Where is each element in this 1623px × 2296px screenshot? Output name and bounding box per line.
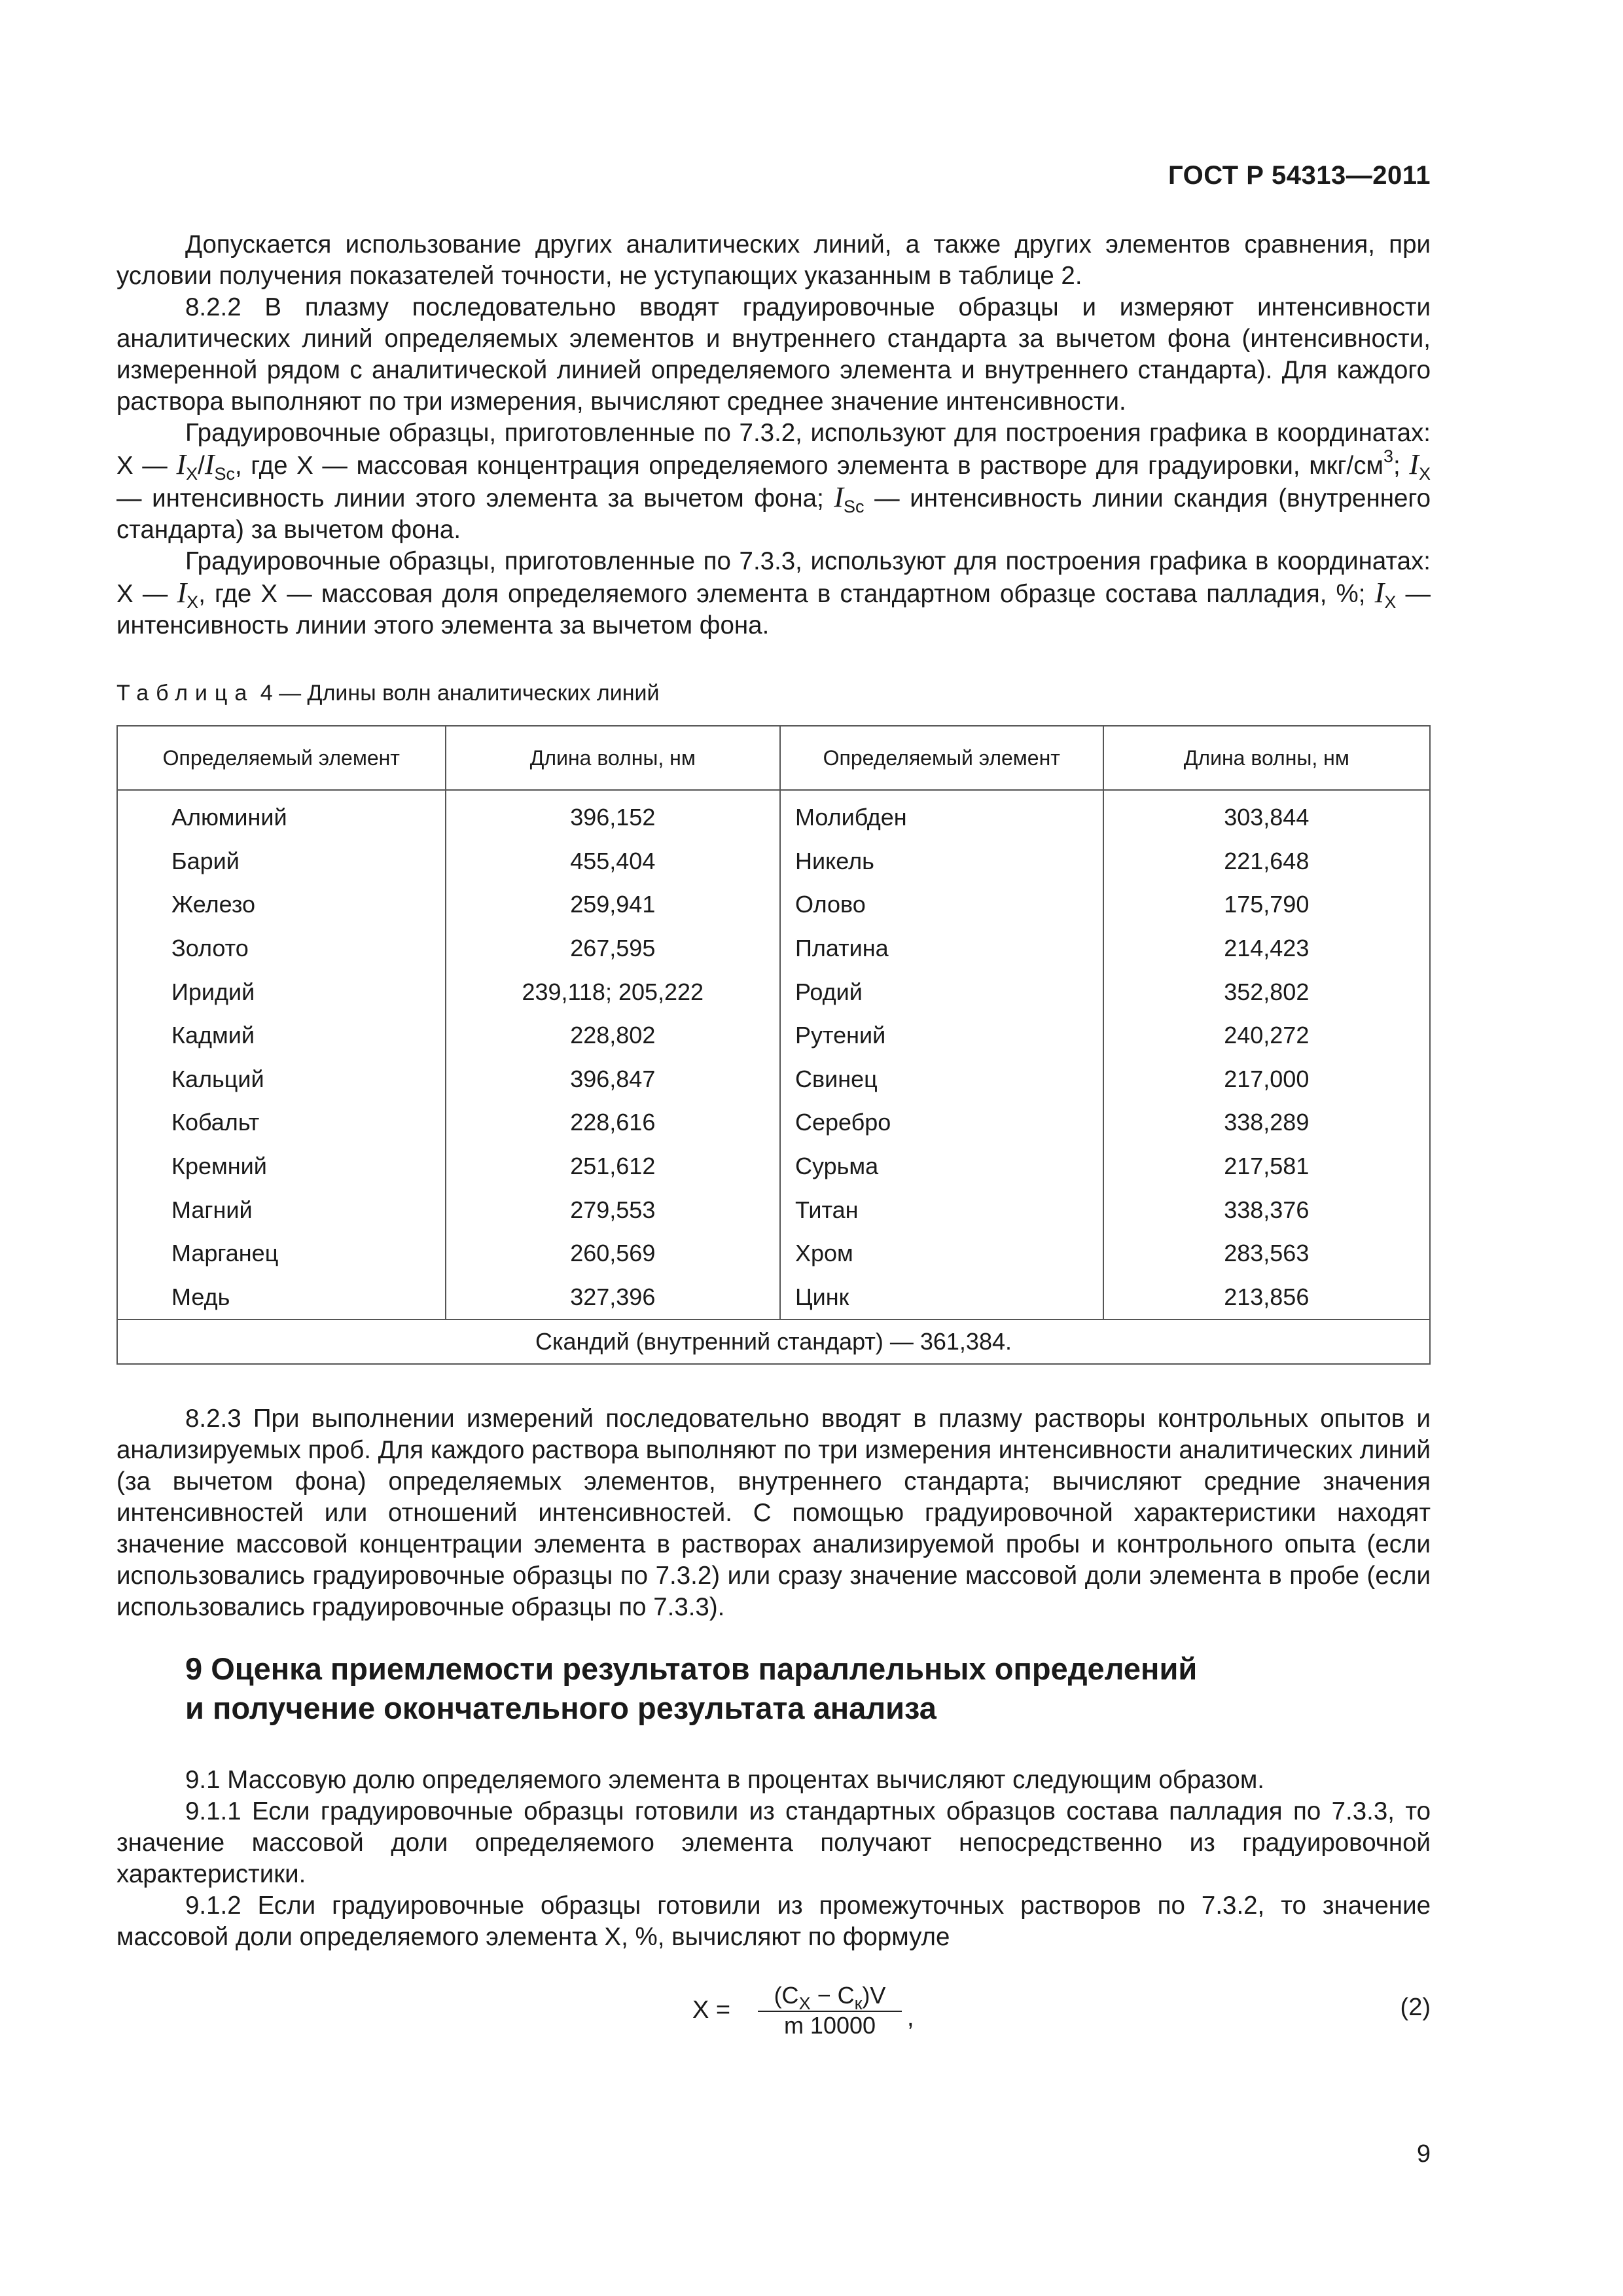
wavelength-cell: 338,376	[1103, 1188, 1430, 1232]
section-9-text	[116, 1765, 1431, 1953]
wavelength-cell: 327,396	[446, 1276, 780, 1320]
table-header-row	[117, 726, 1430, 790]
element-cell: Платина	[780, 927, 1103, 971]
element-cell: Кадмий	[117, 1014, 446, 1058]
formula-lhs: X =	[692, 1996, 731, 2024]
wavelength-cell: 228,802	[446, 1014, 780, 1058]
element-cell: Марганец	[117, 1232, 446, 1276]
section-9-heading: 9 Оценка приемлемости результатов параллельных определений и получение окончательного результата анализа	[185, 1651, 1198, 1725]
formula-numerator: $(C_X - C_к)V$	[758, 1982, 902, 2012]
paragraph-8-2-3: 8.2.3 При выполнении измерений последовательно вводят в плазму растворы контрольных опытов и анализируемых проб. Для каждого раствора выполняют по три измерения интенсивности аналитических линий (за вычетом фона) определяемых элементов, внутреннего стандарта; вычисляют средние значения интенсивностей или отношений интенсивностей. С помощью градуировочной характеристики находят значение массовой концентрации элемента в растворах анализируемой пробы и контрольного опыта (если использовались градуировочные образцы по 7.3.2) или сразу значение массовой доли элемента в пробе (если использовались градуировочные образцы по 7.3.3).	[116, 1405, 1431, 1621]
wavelength-cell: 352,802	[1103, 970, 1430, 1014]
element-cell: Алюминий	[117, 790, 446, 840]
element-cell: Сурьма	[780, 1145, 1103, 1189]
wavelength-cell: 267,595	[446, 927, 780, 971]
element-cell: Хром	[780, 1232, 1103, 1276]
wavelength-cell: 251,612	[446, 1145, 780, 1189]
paragraph: Допускается использование других аналитических линий, а также других элементов сравнения, при условии получения показателей точности, не уступающих указанным в таблице 2.	[116, 230, 1431, 290]
wavelength-cell: 240,272	[1103, 1014, 1430, 1058]
table-row	[117, 840, 1430, 884]
table-row	[117, 1014, 1430, 1058]
element-cell: Кальций	[117, 1058, 446, 1102]
wavelength-cell: 221,648	[1103, 840, 1430, 884]
wavelength-cell: 283,563	[1103, 1232, 1430, 1276]
document-page: ГОСТ Р 54313—2011 Допускается использование других аналитических линий, а также других элементов сравнения, при условии получения показателей точности, не уступающих указанным в таблице 2. 8.2.2 В плазму последовательно вводят градуировочные образцы и измеряют интенсивности аналитических линий определяемых элементов и внутреннего стандарта за вычетом фона (интенсивности, измеренной рядом с аналитической линией определяемого элемента и внутреннего стандарта). Для каждого раствора выполняют по три измерения, вычисляют среднее значение интенсивности. Градуировочные образцы, приготовленные по 7.3.2, используют для построения графика в координатах: X — $I_X/I_{Sc}$, где X — массовая концентрация определяемого элемента в растворе для градуировки, мкг/$см^3$; $I_X$ — интенсивность линии этого элемента за вычетом фона; $I_{Sc}$ — интенсивность линии скандия (внутреннего стандарта) за вычетом фона. Градуировочные образцы, приготовленные по 7.3.3, используют для построения графика в координатах: X — $I_X$, где X — массовая доля определяемого элемента в стандартном образце состава палладия, %; $I_X$ — интенсивность линии этого элемента за вычетом фона. Таблица 4 — Длины волн аналитических линий Определяемый элемент Длина волны, нм Определяемый элемент Длина волны, нм Алюминий 396,152 Молибден 303,844 Барий 455,404 Никель 221,648 Железо 259,941 Олово 175,790 Золото 267,595 Платина 214,423 Иридий 239,118; 205,222 Родий 352,802 Кадмий 228,802 Рутений 240,272 Кальций 396,847 Свинец 217,000 Кобальт 228,616 Серебро 338,289 Кремний 251,612 Сурьма 217,581 Магний 279,553 Титан 338,376 Марганец 260,569 Хром 283,563 Медь 327,396 Цинк 213,856 Скандий (внутренний стандарт) — 361,384. 8.2.3 При выполнении измерений последовательно вводят в плазму растворы контрольных опытов и анализируемых проб. Для каждого раствора выполняют по три измерения интенсивности аналитических линий (за вычетом фона) определяемых элементов, внутреннего стандарта; вычисляют средние значения интенсивностей или отношений интенсивностей. С помощью градуировочной характеристики находят значение массовой концентрации элемента в растворах анализируемой пробы и контрольного опыта (если использовались градуировочные образцы по 7.3.2) или сразу значение массовой доли элемента в пробе (если использовались градуировочные образцы по 7.3.3). 9 Оценка приемлемости результатов параллельных определений и получение окончательного результата анализа 9.1 Массовую долю определяемого элемента в процентах вычисляют следующим образом. 9.1.1 Если градуировочные образцы готовили из стандартных образцов состава палладия по 7.3.3, то значение массовой доли определяемого элемента получают непосредственно из градуировочной характеристики. 9.1.2 Если градуировочные образцы готовили из промежуточных растворов по 7.3.2, то значение массовой доли определяемого элемента X, %, вычисляют по формуле X = $(C_X - C_к)V$ m 10000 , (2) 9	[116, 161, 1431, 2168]
element-cell: Магний	[117, 1188, 446, 1232]
table-row	[117, 1188, 1430, 1232]
wavelength-cell: 213,856	[1103, 1276, 1430, 1320]
paragraph-8-2-2: 8.2.2 В плазму последовательно вводят градуировочные образцы и измеряют интенсивности аналитических линий определяемых элементов и внутреннего стандарта за вычетом фона (интенсивности, измеренной рядом с аналитической линией определяемого элемента и внутреннего стандарта). Для каждого раствора выполняют по три измерения, вычисляют среднее значение интенсивности.	[116, 293, 1431, 416]
formula-number: (2)	[1400, 1994, 1431, 2021]
table-row	[117, 1101, 1430, 1145]
wavelength-cell: 455,404	[446, 840, 780, 884]
paragraph-7-3-3-coords: Градуировочные образцы, приготовленные по 7.3.3, используют для построения графика в координатах: X — $I_X$, где X — массовая доля определяемого элемента в стандартном образце состава палладия, %; $I_X$ — интенсивность линии этого элемента за вычетом фона.	[116, 547, 1431, 639]
wavelength-cell: 338,289	[1103, 1101, 1430, 1145]
wavelength-cell: 260,569	[446, 1232, 780, 1276]
table-caption: Таблица 4 — Длины волн аналитических линий	[116, 681, 660, 706]
element-cell: Железо	[117, 883, 446, 927]
formula-fraction	[758, 1982, 902, 2039]
table-row	[117, 1276, 1430, 1320]
wavelength-cell: 228,616	[446, 1101, 780, 1145]
paragraph-9-1-1: 9.1.1 Если градуировочные образцы готовили из стандартных образцов состава палладия по 7.3.3, то значение массовой доли определяемого элемента получают непосредственно из градуировочной характеристики.	[116, 1797, 1431, 1888]
wavelength-cell: 279,553	[446, 1188, 780, 1232]
element-cell: Никель	[780, 840, 1103, 884]
element-cell: Иридий	[117, 970, 446, 1014]
element-cell: Рутений	[780, 1014, 1103, 1058]
column-header: Длина волны, нм	[446, 726, 780, 790]
table-footer-row	[117, 1319, 1430, 1364]
section-8-2-3	[116, 1403, 1431, 1623]
element-cell: Кобальт	[117, 1101, 446, 1145]
page-number: 9	[1416, 2140, 1431, 2168]
column-header: Определяемый элемент	[117, 726, 446, 790]
wavelength-cell: 396,847	[446, 1058, 780, 1102]
table-row	[117, 927, 1430, 971]
table-footnote: Скандий (внутренний стандарт) — 361,384.	[117, 1319, 1430, 1364]
wavelength-cell: 239,118; 205,222	[446, 970, 780, 1014]
table-row	[117, 790, 1430, 840]
wavelength-cell: 259,941	[446, 883, 780, 927]
wavelength-cell: 396,152	[446, 790, 780, 840]
table-row	[117, 883, 1430, 927]
formula-denominator: m 10000	[783, 2012, 876, 2039]
wavelength-cell: 217,581	[1103, 1145, 1430, 1189]
element-cell: Золото	[117, 927, 446, 971]
wavelength-cell: 175,790	[1103, 883, 1430, 927]
element-cell: Барий	[117, 840, 446, 884]
wavelength-table	[116, 725, 1431, 1365]
element-cell: Серебро	[780, 1101, 1103, 1145]
wavelength-cell: 214,423	[1103, 927, 1430, 971]
wavelength-cell: 217,000	[1103, 1058, 1430, 1102]
element-cell: Медь	[117, 1276, 446, 1320]
element-cell: Титан	[780, 1188, 1103, 1232]
standard-number: ГОСТ Р 54313—2011	[1168, 161, 1431, 190]
element-cell: Олово	[780, 883, 1103, 927]
paragraph-9-1: 9.1 Массовую долю определяемого элемента в процентах вычисляют следующим образом.	[185, 1766, 1264, 1794]
table-row	[117, 1145, 1430, 1189]
element-cell: Свинец	[780, 1058, 1103, 1102]
table-row	[117, 1058, 1430, 1102]
element-cell: Цинк	[780, 1276, 1103, 1320]
element-cell: Кремний	[117, 1145, 446, 1189]
column-header: Определяемый элемент	[780, 726, 1103, 790]
column-header: Длина волны, нм	[1103, 726, 1430, 790]
table-row	[117, 1232, 1430, 1276]
table-row	[117, 970, 1430, 1014]
paragraph-7-3-2-coords: Градуировочные образцы, приготовленные по 7.3.2, используют для построения графика в координатах: X — $I_X/I_{Sc}$, где X — массовая концентрация определяемого элемента в растворе для градуировки, мкг/$см^3$; $I_X$ — интенсивность линии этого элемента за вычетом фона; $I_{Sc}$ — интенсивность линии скандия (внутреннего стандарта) за вычетом фона.	[116, 419, 1431, 544]
element-cell: Родий	[780, 970, 1103, 1014]
intro-text	[116, 229, 1431, 641]
element-cell: Молибден	[780, 790, 1103, 840]
paragraph-9-1-2: 9.1.2 Если градуировочные образцы готовили из промежуточных растворов по 7.3.2, то значение массовой доли определяемого элемента X, %, вычисляют по формуле	[116, 1892, 1431, 1951]
wavelength-cell: 303,844	[1103, 790, 1430, 840]
